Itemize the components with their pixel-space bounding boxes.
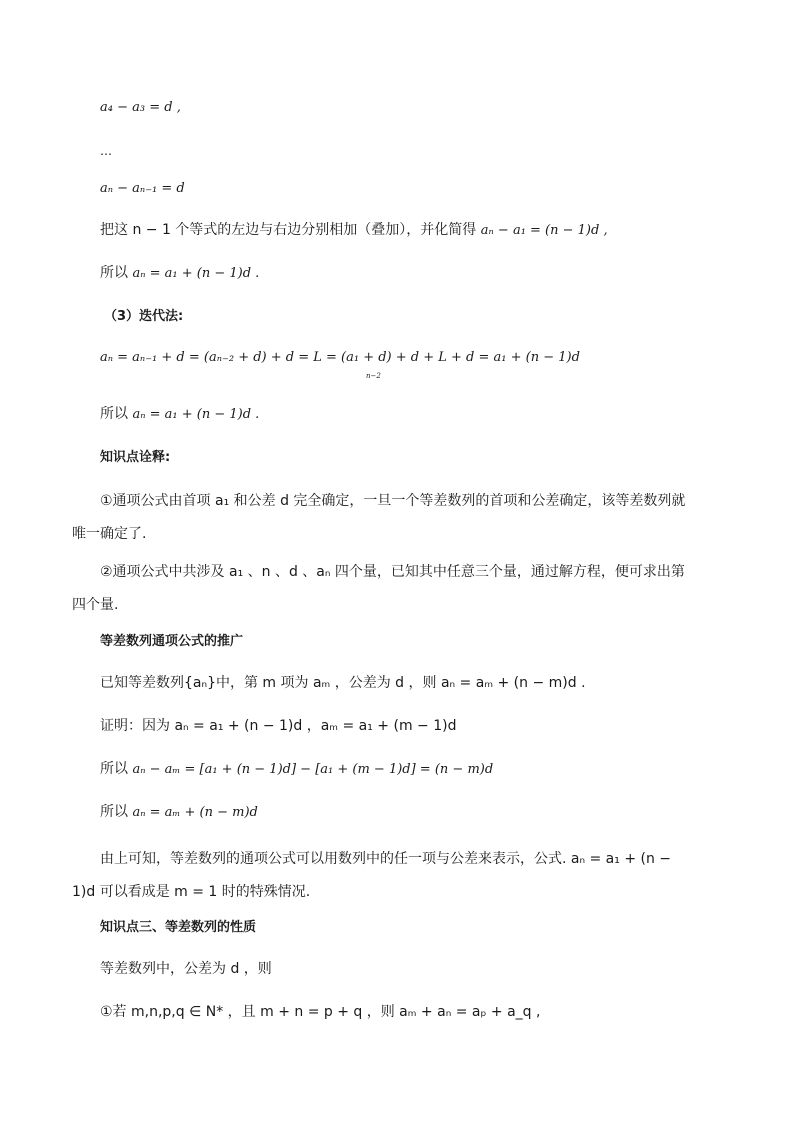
- proof-line: 证明：因为 aₙ = a₁ + (n − 1)d ，aₘ = a₁ + (m − 1)d: [100, 718, 457, 734]
- equation-a4-a3: a₄ − a₃ = d ,: [100, 100, 181, 115]
- iteration-equation: [100, 348, 794, 380]
- paragraph-3: 由上可知，等差数列的通项公式可以用数列中的任一项与公差来表示，公式. aₙ = a₁ + (n − 1)d 可以看成是 m = 1 时的特殊情况.: [72, 851, 672, 900]
- conclusion-formula-2: aₙ = a₁ + (n − 1)d .: [132, 407, 260, 422]
- properties-heading: 知识点三、等差数列的性质: [100, 920, 257, 935]
- proof-step-2-formula: aₙ = aₘ + (n − m)d: [132, 805, 258, 820]
- properties-intro: 等差数列中，公差为 d ，则: [100, 961, 272, 977]
- conclusion-line-1: [100, 263, 794, 284]
- iteration-formula: aₙ = aₙ₋₁ + d = (aₙ₋₂ + d) + d = L = (a₁ + d) + d + L + d = a₁ + (n − 1)d: [100, 350, 580, 365]
- property-1: ①若 m,n,p,q ∈ N* ，且 m + n = p + q ，则 aₘ + aₙ = aₚ + a_q ,: [100, 1004, 541, 1020]
- conclusion-line-2: [100, 404, 794, 425]
- paragraph-1: ①通项公式由首项 a₁ 和公差 d 完全确定，一旦一个等差数列的首项和公差确定，该等差数列就唯一确定了.: [72, 493, 686, 542]
- summation-text: 把这 n − 1 个等式的左边与右边分别相加（叠加），并化简得: [100, 222, 477, 238]
- conclusion-label-1: 所以: [100, 265, 128, 281]
- summation-statement: [100, 220, 794, 241]
- paragraph-2: ②通项公式中共涉及 a₁ 、n 、d 、aₙ 四个量，已知其中任意三个量，通过解方程，便可求出第四个量.: [72, 564, 685, 613]
- knowledge-explanation-heading: 知识点诠释:: [100, 450, 171, 465]
- proof-step-1-label: 所以: [100, 761, 128, 777]
- generalization-heading: 等差数列通项公式的推广: [100, 634, 244, 649]
- proof-step-1: [100, 759, 794, 780]
- summation-result: aₙ − a₁ = (n − 1)d ,: [480, 223, 608, 238]
- conclusion-label-2: 所以: [100, 406, 128, 422]
- proof-step-2-label: 所以: [100, 804, 128, 820]
- equation-an-an1: aₙ − aₙ₋₁ = d: [100, 181, 185, 196]
- iteration-method-heading: （3）迭代法:: [104, 309, 184, 324]
- ellipsis: …: [100, 144, 112, 158]
- generalization-statement: 已知等差数列{aₙ}中，第 m 项为 aₘ ，公差为 d ，则 aₙ = aₘ + (n − m)d .: [100, 675, 586, 691]
- underbrace-label: n−2: [366, 372, 381, 380]
- proof-step-1-formula: aₙ − aₘ = [a₁ + (n − 1)d] − [a₁ + (m − 1)d] = (n − m)d: [132, 762, 494, 777]
- proof-step-2: [100, 802, 794, 823]
- conclusion-formula-1: aₙ = a₁ + (n − 1)d .: [132, 266, 260, 281]
